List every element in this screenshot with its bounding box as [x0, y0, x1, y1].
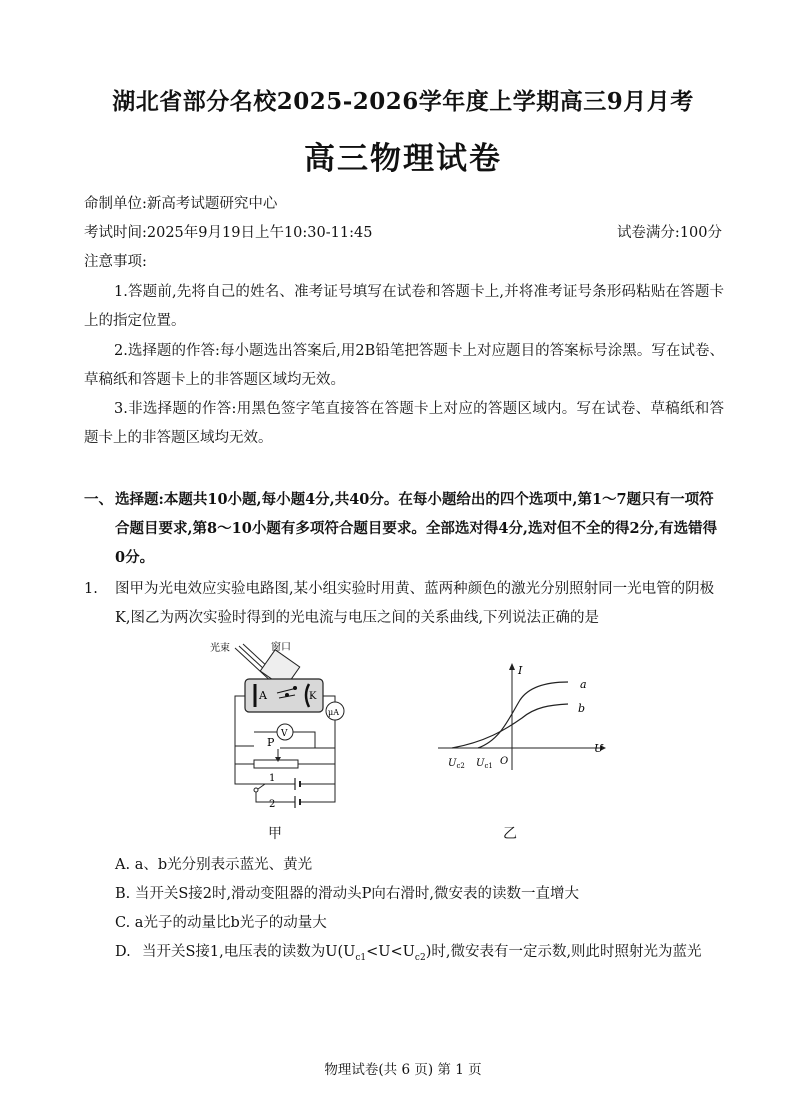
curve-b — [452, 704, 568, 748]
question-number: 1. — [84, 581, 98, 597]
rheostat — [254, 760, 298, 768]
question-text: 图甲为光电效应实验电路图,某小组实验时用黄、蓝两种颜色的激光分别照射同一光电管的阴极K,图乙为两次实验时得到的光电流与电压之间的关系曲线,下列说法正确的是 — [115, 581, 715, 626]
figure-b-graph — [430, 660, 620, 780]
note-item-2: 2.选择题的作答:每小题选出答案后,用2B铅笔把答题卡上对应题目的答案标号涂黑。写在试卷、草稿纸和答题卡上的非答题区域均无效。 — [84, 343, 724, 388]
section-number: 一、 — [84, 491, 113, 508]
page-footer: 物理试卷(共 6 页) 第 1 页 — [324, 1062, 482, 1078]
option-b-text: 当开关S接2时,滑动变阻器的滑动头P向右滑时,微安表的读数一直增大 — [134, 886, 580, 902]
wire-battery-2b — [300, 784, 335, 802]
switch-2-label: 2 — [269, 799, 276, 810]
figure-a-circuit — [205, 636, 355, 816]
uc2-label: $U_{c2}$ — [448, 758, 465, 770]
electron-1 — [293, 686, 297, 690]
exam-title: 湖北省部分名校2025-2026学年度上学期高三9月月考 — [112, 88, 694, 115]
cathode-label: K — [309, 691, 317, 702]
y-axis-label: I — [518, 664, 523, 677]
option-d-label: D. — [115, 944, 131, 960]
wire-rheostat-left — [235, 746, 254, 764]
option-c-label: C. — [115, 915, 131, 931]
switch-1-label: 1 — [269, 773, 276, 784]
section-instructions: 选择题:本题共10小题,每小题4分,共40分。在每小题给出的四个选项中,第1～7题只有一项符合题目要求,第8～10小题有多项符合题目要求。全部选对得4分,选对但不全的得2分,有选错得0分。 — [115, 491, 718, 566]
option-d — [115, 938, 725, 973]
exam-time: 考试时间:2025年9月19日上午10:30-11:45 — [84, 225, 373, 241]
wire-right-top — [323, 696, 335, 702]
section-heading — [84, 485, 724, 572]
option-a-label: A. — [115, 857, 131, 873]
wire-rheostat-right — [298, 748, 335, 764]
paper-title: 高三物理试卷 — [304, 141, 502, 177]
option-d-text: 当开关S接1,电压表的读数为$U(U_{c1}<U<U_{c2})$时,微安表有一定示数,则此时照射光为蓝光 — [142, 944, 702, 963]
notes-heading: 注意事项: — [84, 254, 147, 270]
curve-a — [478, 682, 568, 748]
full-score: 试卷满分:100分 — [616, 225, 722, 241]
option-a-text: a、b光分别表示蓝光、黄光 — [134, 857, 313, 873]
beam-label: 光束 — [210, 643, 230, 654]
microammeter-label: μA — [328, 708, 339, 717]
option-b-label: B. — [115, 886, 131, 902]
wire-battery-2 — [256, 792, 295, 802]
option-a — [115, 851, 725, 880]
slider-label: P — [267, 736, 275, 749]
figure-a-caption: 甲 — [268, 826, 282, 842]
curve-b-label: b — [578, 702, 586, 715]
voltmeter-label: V — [281, 729, 288, 739]
figure-b-caption: 乙 — [503, 826, 517, 842]
note-item-1: 1.答题前,先将自己的姓名、准考证号填写在试卷和答题卡上,并将准考证号条形码粘贴在答题卡上的指定位置。 — [84, 284, 724, 329]
option-c — [115, 909, 725, 938]
question-1-stem — [84, 575, 724, 633]
option-c-text: a光子的动量比b光子的动量大 — [134, 915, 327, 931]
switch-contact — [254, 788, 258, 792]
uc1-label: $U_{c1}$ — [476, 758, 493, 770]
note-item-3: 3.非选择题的作答:用黑色签字笔直接答在答题卡上对应的答题区域内。写在试卷、草稿纸和答题卡上的非答题区域均无效。 — [84, 401, 724, 446]
wire-v-right — [293, 732, 315, 748]
wire-battery-1c — [300, 764, 335, 784]
anode-label: A — [259, 689, 267, 702]
y-axis-arrow — [509, 663, 515, 670]
curve-a-label: a — [580, 678, 587, 691]
switch-blade — [258, 784, 265, 789]
x-axis-label: U — [594, 742, 604, 755]
compiler-unit: 命制单位:新高考试题研究中心 — [84, 196, 278, 212]
window-label: 窗口 — [271, 642, 291, 653]
option-b — [115, 880, 725, 909]
origin-label: O — [500, 756, 509, 767]
